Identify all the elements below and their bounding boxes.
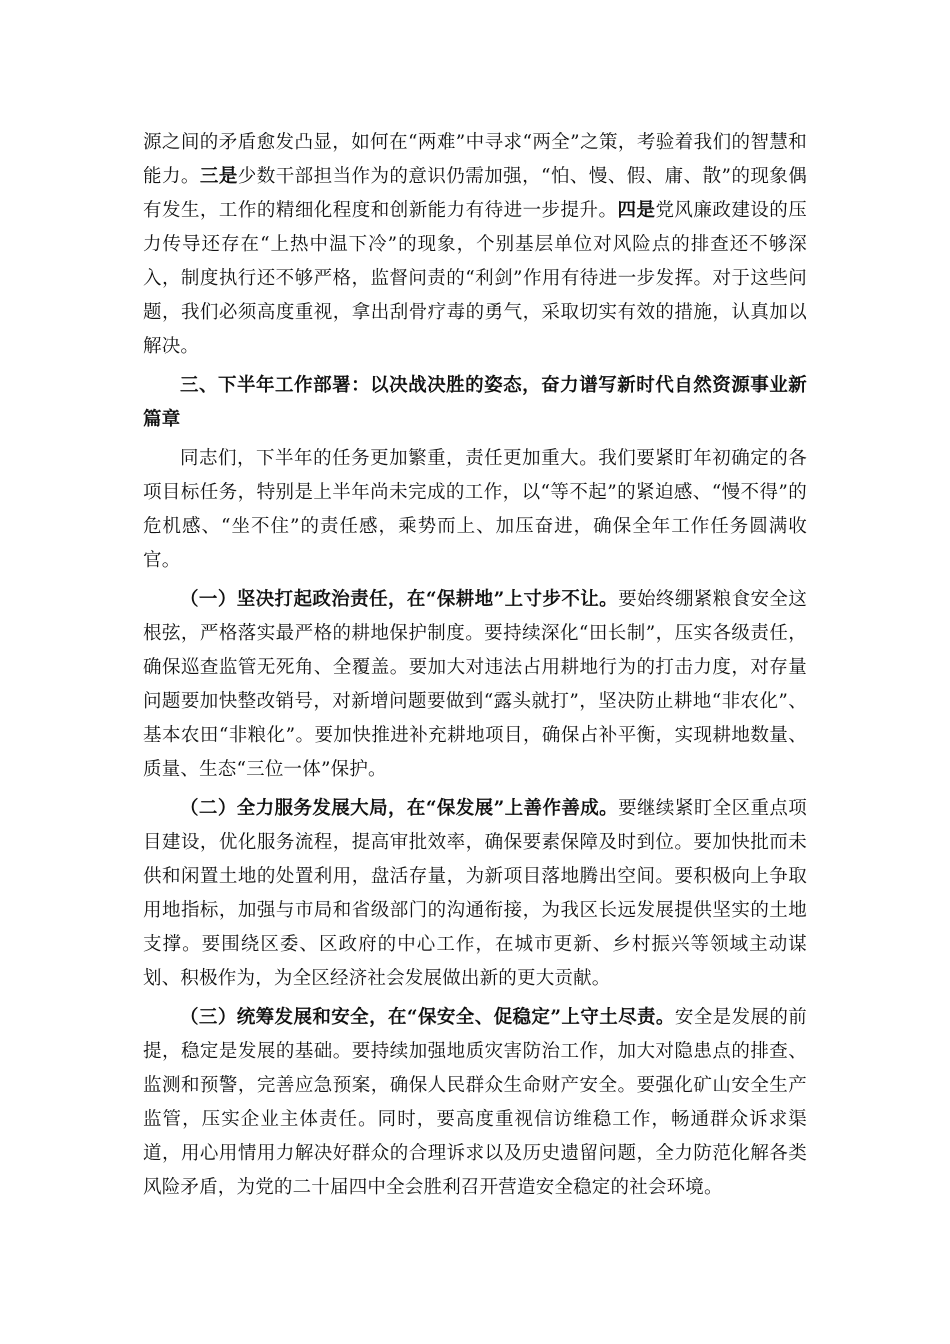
item-heading: （三）统筹发展和安全，在“保安全、促稳定”上守土尽责。 xyxy=(180,1007,675,1028)
item-body: 要继续紧盯全区重点项目建设，优化服务流程，提高审批效率，确保要素保障及时到位。要加快批而未供和闲置土地的处置利用，盘活存量，为新项目落地腾出空间。要积极向上争取用地指标，加强与市局和省级部门的沟通衔接，为我区长远发展提供坚实的土地支撑。要围绕区委、区政府的中心工作，在城市更新、乡村振兴等领域主动谋划、积极作为，为全区经济社会发展做出新的更大贡献。 xyxy=(143,798,807,989)
paragraph-text: 党风廉政建设的压力传导还存在“上热中温下冷”的现象，个别基层单位对风险点的排查还不够深入，制度执行还不够严格，监督问责的“利剑”作用有待进一步发挥。对于这些问题，我们必须高度重视，拿出刮骨疗毒的勇气，采取切实有效的措施，认真加以解决。 xyxy=(143,200,807,357)
paragraph-text: 源之间的矛盾愈发凸显，如何在“两难”中寻求“两全”之策，考验着我们的智慧和能力。 xyxy=(143,132,807,187)
section-heading: 三、下半年工作部署：以决战决胜的姿态，奋力谱写新时代自然资源事业新篇章 xyxy=(143,375,807,430)
bold-marker-four: 四是 xyxy=(617,200,656,221)
paragraph-text: 少数干部担当作为的意识仍需加强，“怕、慢、假、庸、散”的现象偶有发生，工作的精细化程度和创新能力有待进一步提升。 xyxy=(143,166,808,221)
item-heading: （一）坚决打起政治责任，在“保耕地”上寸步不让。 xyxy=(180,589,619,610)
task-item-farmland xyxy=(143,583,807,787)
item-body: 安全是发展的前提，稳定是发展的基础。要持续加强地质灾害防治工作，加大对隐患点的排查、监测和预警，完善应急预案，确保人民群众生命财产安全。要强化矿山安全生产监管，压实企业主体责任。同时，要高度重视信访维稳工作，畅通群众诉求渠道，用心用情用力解决好群众的合理诉求以及历史遗留问题，全力防范化解各类风险矛盾，为党的二十届四中全会胜利召开营造安全稳定的社会环境。 xyxy=(143,1007,808,1198)
task-item-safety xyxy=(143,1001,807,1205)
problem-paragraph xyxy=(143,126,807,364)
item-body: 要始终绷紧粮食安全这根弦，严格落实最严格的耕地保护制度。要持续深化“田长制”，压实各级责任，确保巡查监管无死角、全覆盖。要加大对违法占用耕地行为的打击力度，对存量问题要加快整改销号，对新增问题要做到“露头就打”，坚决防止耕地“非农化”、基本农田“非粮化”。要加快推进补充耕地项目，确保占补平衡，实现耕地数量、质量、生态“三位一体”保护。 xyxy=(143,589,807,780)
intro-paragraph: 同志们，下半年的任务更加繁重，责任更加重大。我们要紧盯年初确定的各项目标任务，特别是上半年尚未完成的工作，以“等不起”的紧迫感、“慢不得”的危机感、“坐不住”的责任感，乘势而上、加压奋进，确保全年工作任务圆满收官。 xyxy=(143,448,807,571)
task-item-development xyxy=(143,792,807,996)
bold-marker-three: 三是 xyxy=(199,166,238,187)
document-body xyxy=(143,126,807,1210)
item-heading: （二）全力服务发展大局，在“保发展”上善作善成。 xyxy=(180,798,619,819)
